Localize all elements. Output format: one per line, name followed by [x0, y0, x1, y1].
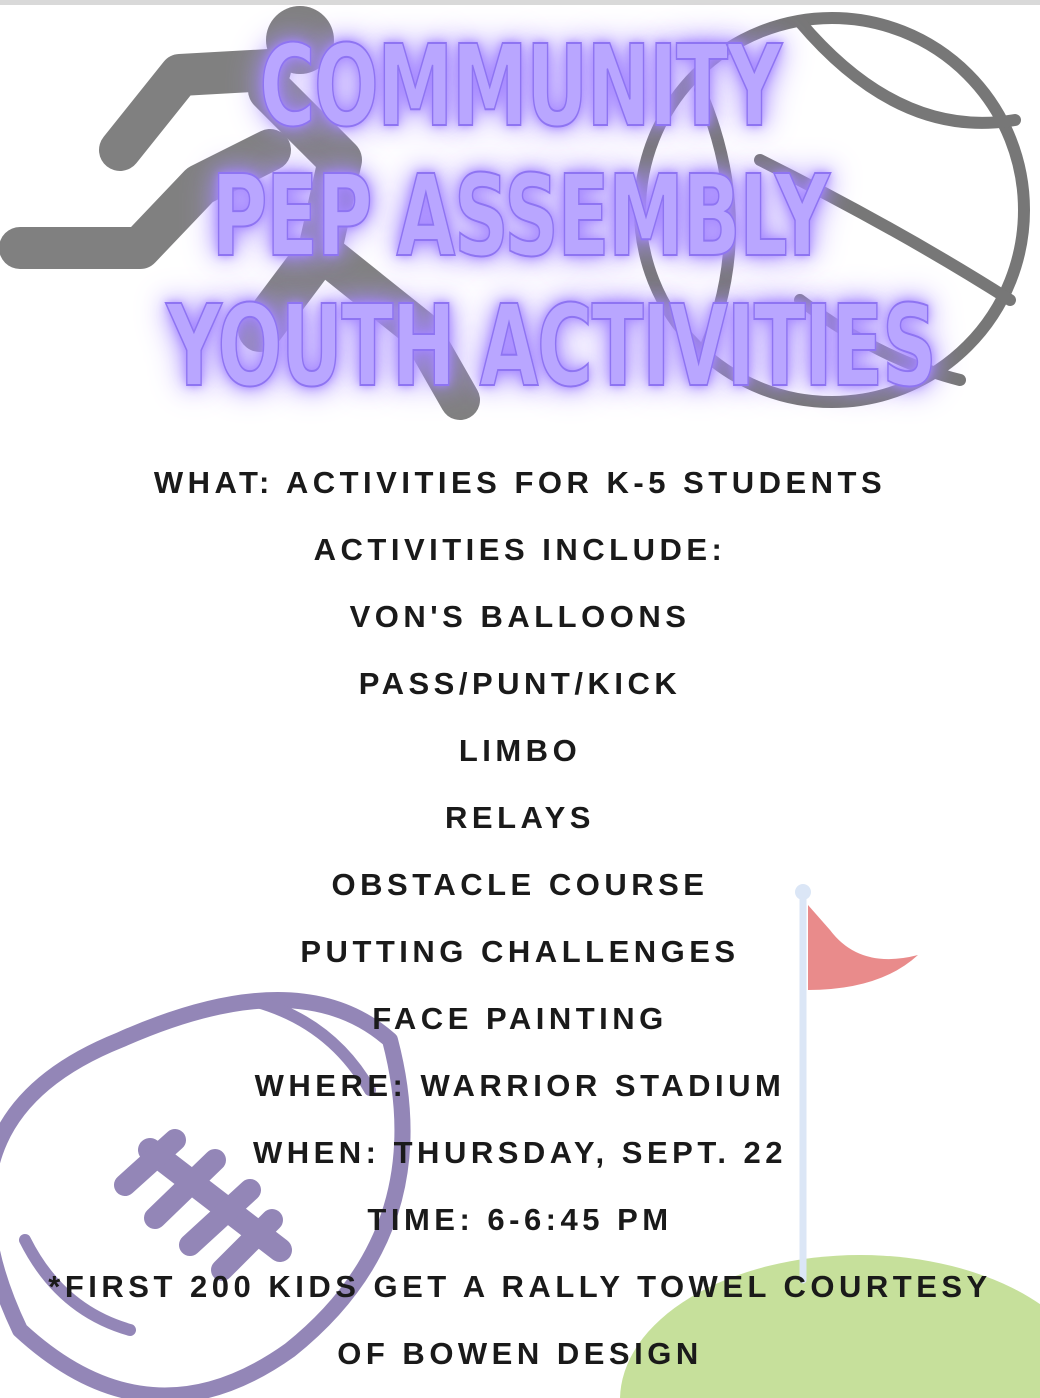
activity-item: PASS/PUNT/KICK: [358, 666, 682, 701]
activity-item: FACE PAINTING: [372, 1001, 668, 1036]
what-line: WHAT: ACTIVITIES FOR K-5 STUDENTS: [153, 465, 887, 500]
activities-heading: ACTIVITIES INCLUDE:: [313, 532, 727, 567]
sponsor-line: OF BOWEN DESIGN: [337, 1336, 703, 1371]
event-details: [0, 456, 1040, 1394]
title-line-1: COMMUNITY: [259, 22, 781, 152]
activity-item: LIMBO: [458, 733, 582, 768]
activity-item: VON'S BALLOONS: [349, 599, 691, 634]
activity-item: RELAYS: [445, 800, 595, 835]
towel-note: *FIRST 200 KIDS GET A RALLY TOWEL COURTESY: [48, 1269, 992, 1304]
title-line-2: PEP ASSEMBLY: [211, 152, 829, 282]
activity-item: PUTTING CHALLENGES: [300, 934, 740, 969]
event-title: [0, 22, 1040, 412]
when-line: WHEN: THURSDAY, SEPT. 22: [252, 1135, 788, 1170]
where-line: WHERE: WARRIOR STADIUM: [254, 1068, 786, 1103]
time-line: TIME: 6-6:45 PM: [367, 1202, 673, 1237]
activity-item: OBSTACLE COURSE: [331, 867, 709, 902]
title-line-3: YOUTH ACTIVITIES: [166, 282, 936, 412]
